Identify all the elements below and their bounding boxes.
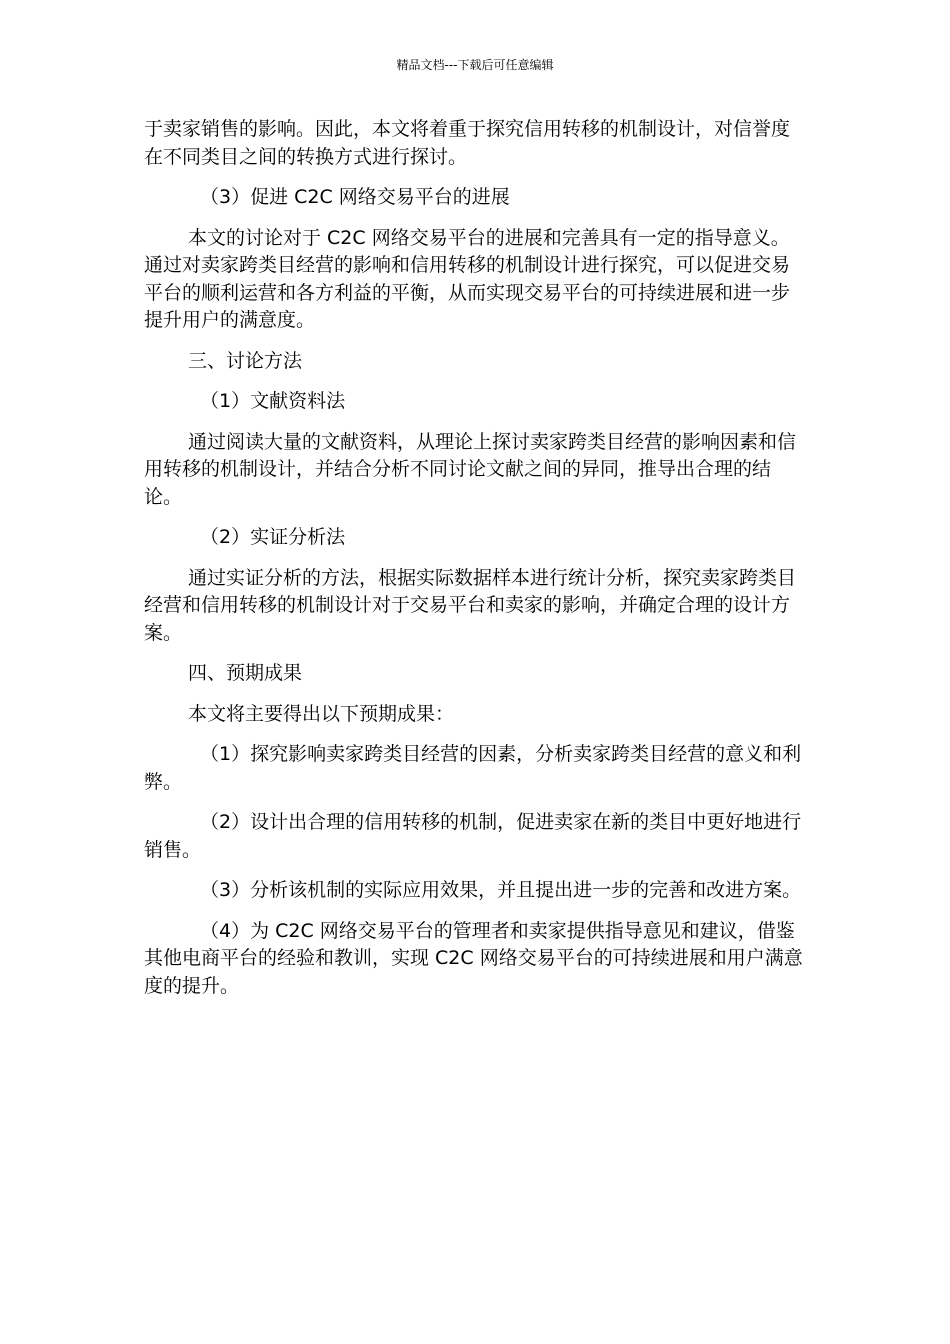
list-item-result-2: （2）设计出合理的信用转移的机制，促进卖家在新的类目中更好地进行销售。 [144,811,802,861]
list-item-result-1: （1）探究影响卖家跨类目经营的因素，分析卖家跨类目经营的意义和利弊。 [144,743,802,793]
list-item-result-4: （4）为 C2C 网络交易平台的管理者和卖家提供指导意见和建议，借鉴其他电商平台的经验和教训，实现 C2C 网络交易平台的可持续进展和用户满意度的提升。 [144,919,803,997]
subheading-literature-method: （1）文献资料法 [200,390,346,412]
document-body [144,116,808,1000]
paragraph-results-intro: 本文将主要得出以下预期成果： [188,702,455,725]
list-item-result-3: （3）分析该机制的实际应用效果，并且提出进一步的完善和改进方案。 [200,879,802,901]
paragraph-continuation: 于卖家销售的影响。因此，本文将着重于探究信用转移的机制设计，对信誉度在不同类目之间的转换方式进行探讨。 [144,118,791,168]
page-header: 精品文档---下载后可任意编辑 [396,58,554,72]
subheading-empirical-method: （2）实证分析法 [200,526,346,548]
section-heading-expected-results: 四、预期成果 [188,662,303,684]
paragraph-empirical-method: 通过实证分析的方法，根据实际数据样本进行统计分析，探究卖家跨类目经营和信用转移的机制设计对于交易平台和卖家的影响，并确定合理的设计方案。 [144,566,797,644]
paragraph-significance: 本文的讨论对于 C2C 网络交易平台的进展和完善具有一定的指导意义。通过对卖家跨类目经营的影响和信用转移的机制设计进行探究，可以促进交易平台的顺利运营和各方利益的平衡，从而实现交易平台的可持续进展和进一步提升用户的满意度。 [144,226,791,331]
section-heading-methods: 三、讨论方法 [188,349,303,372]
subheading-promote-platform: （3）促进 C2C 网络交易平台的进展 [200,186,510,208]
paragraph-literature-method: 通过阅读大量的文献资料，从理论上探讨卖家跨类目经营的影响因素和信用转移的机制设计，并结合分析不同讨论文献之间的异同，推导出合理的结论。 [144,430,797,508]
